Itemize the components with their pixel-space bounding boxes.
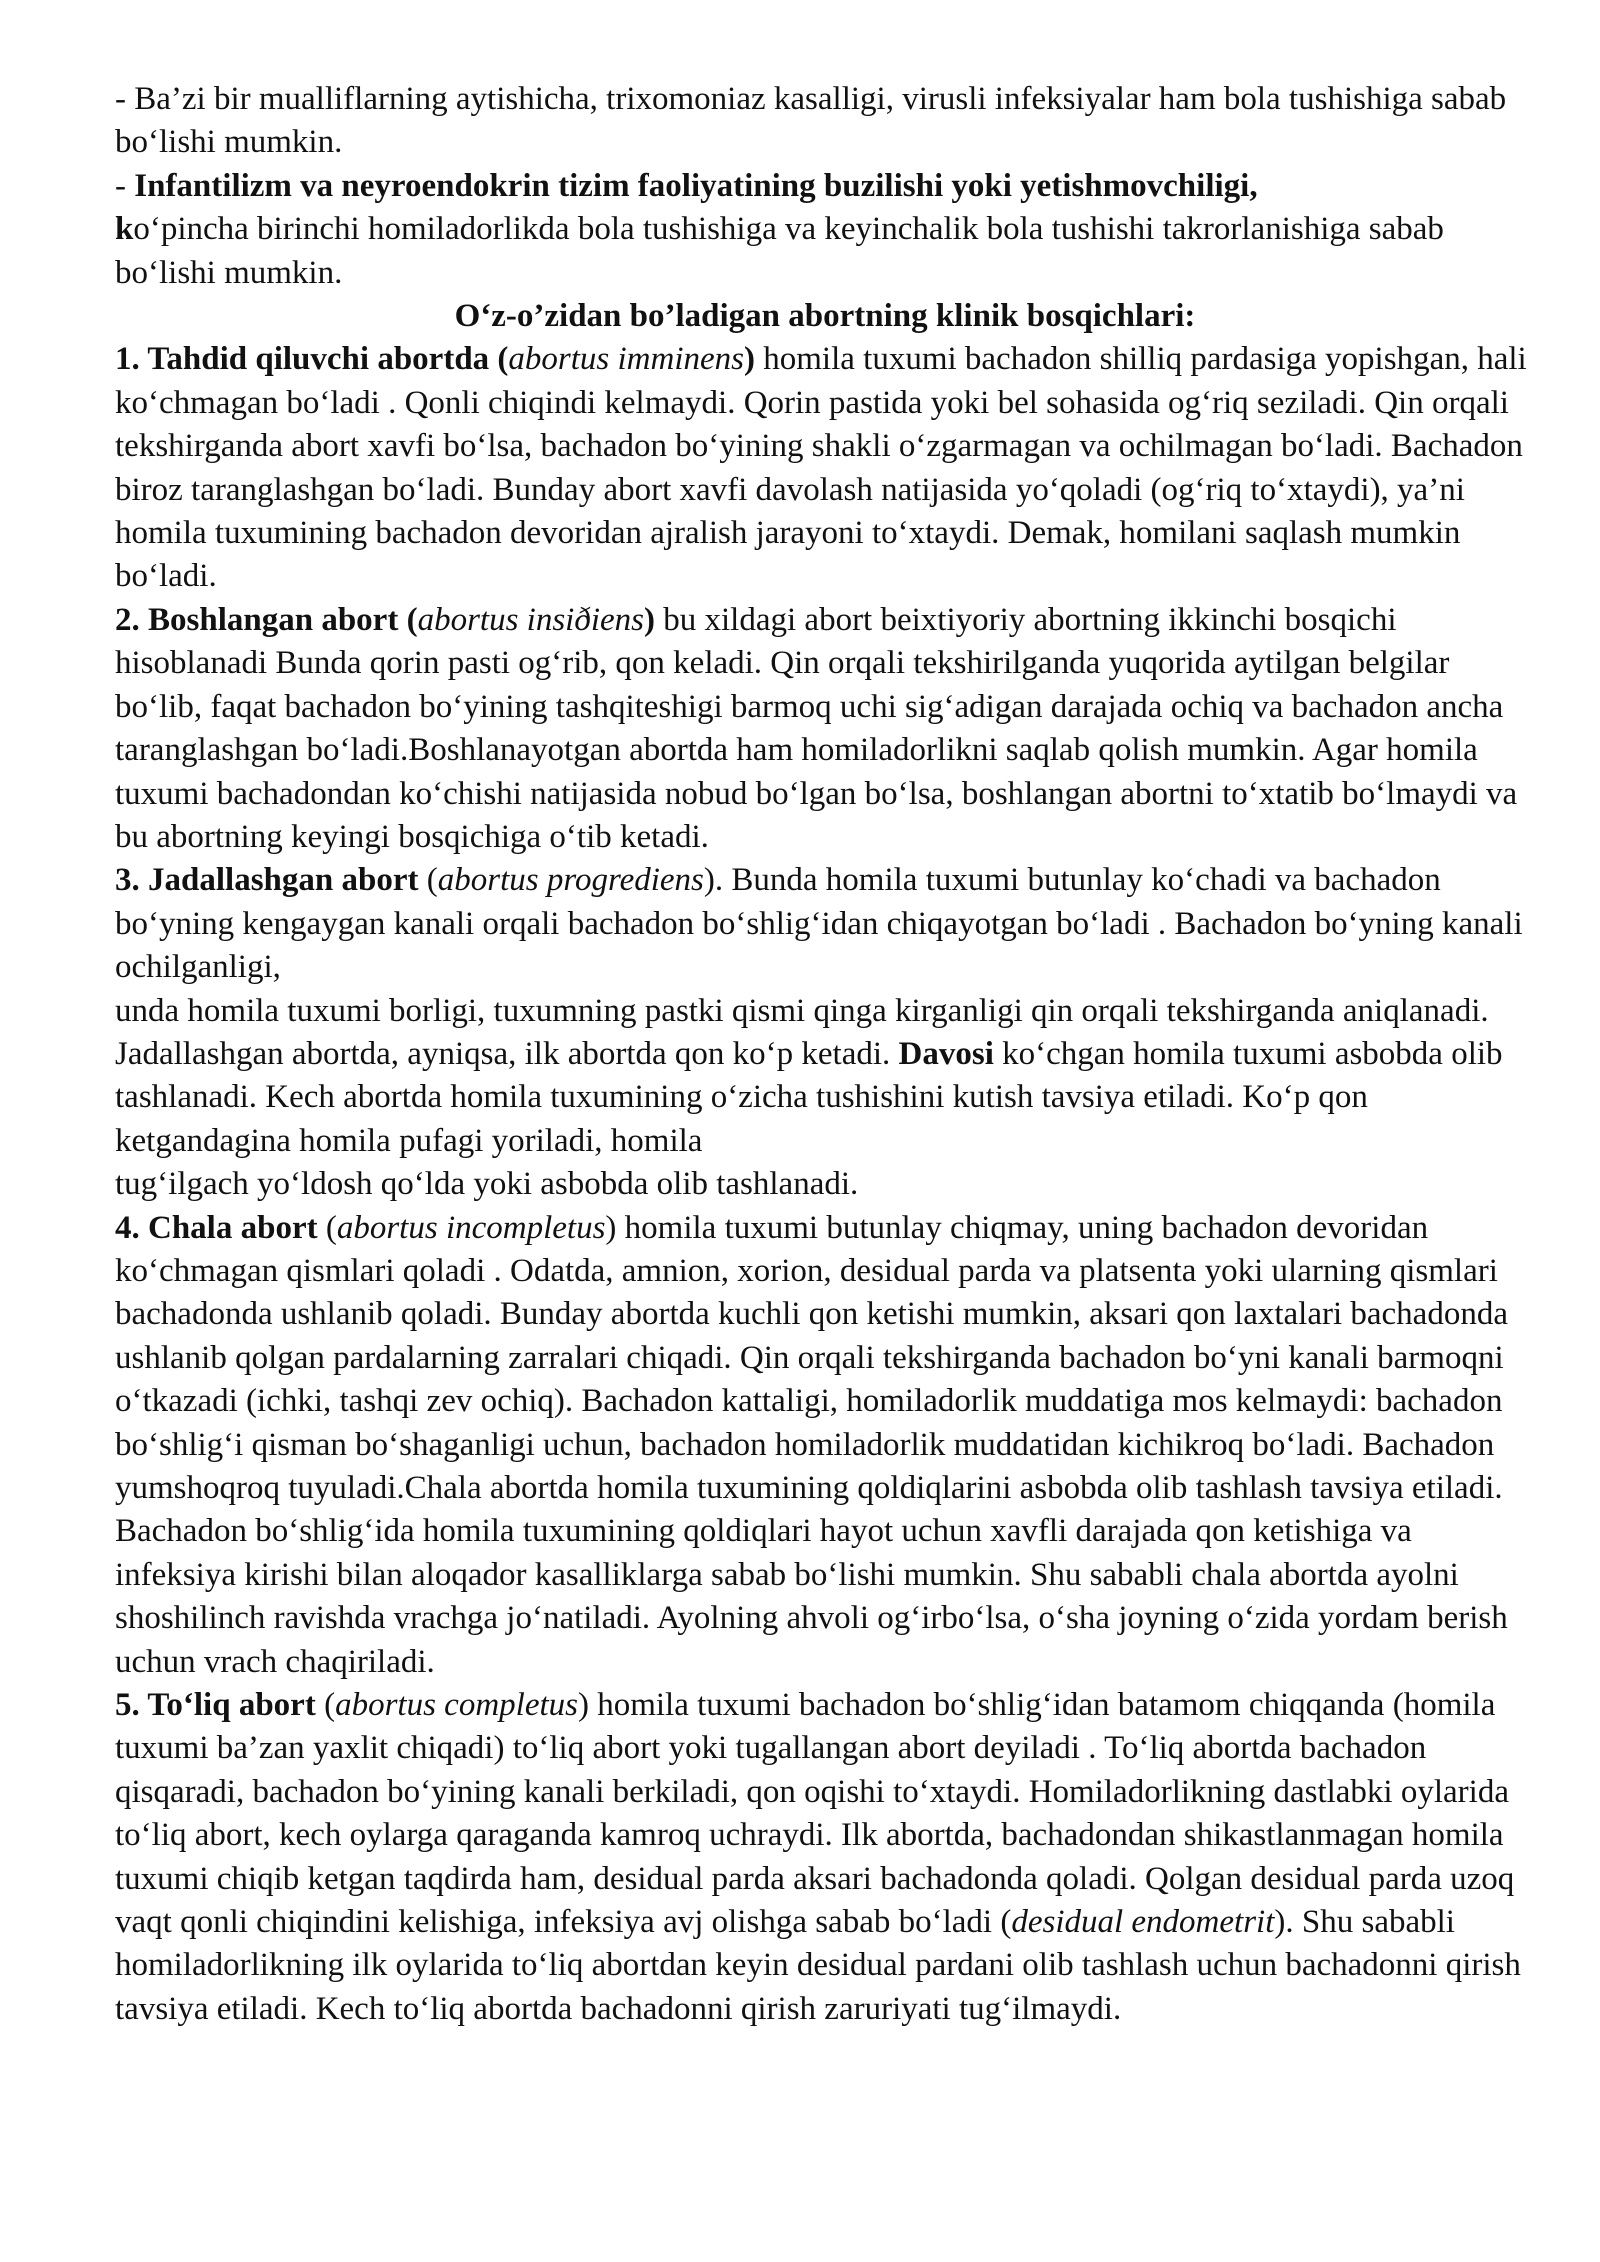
paragraph-trichomoniasis <box>115 78 1535 165</box>
stage-text: ) homila tuxumi butunlay chiqmay, uning bachadon devoridan ko‘chmagan qismlari qoladi . Odatda, amnion, xorion, desidual parda va platsenta yoki ularning qismlari bachadonda ushlanib qoladi. Bunday abortda kuchli qon ketishi mumkin, aksari qon laxtalari bachadonda ushlanib qolgan pardalarning zarralari chiqadi. Qin orqali tekshirganda bachadon bo‘yni kanali barmoqni o‘tkazadi (ichki, tashqi zev ochiq). Bachadon kattaligi, homiladorlik muddatiga mos kelmaydi: bachadon bo‘shlig‘i qisman bo‘shaganligi uchun, bachadon homiladorlik muddatidan kichikroq bo‘ladi. Bachadon yumshoqroq tuyuladi.Chala abortda homila tuxumining qoldiqlarini asbobda olib tashlash tavsiya etiladi. Bachadon bo‘shlig‘ida homila tuxumining qoldiqlari hayot uchun xavfli darajada qon ketishiga va infeksiya kirishi bilan aloqador kasalliklarga sabab bo‘lishi mumkin. Shu sababli chala abortda ayolni shoshilinch ravishda vrachga jo‘natiladi. Ayolning ahvoli og‘irbo‘lsa, o‘sha joyning o‘zida yordam berish uchun vrach chaqiriladi. <box>115 1209 1508 1680</box>
bold-letter: k <box>115 211 134 248</box>
section-title: O‘z-o’zidan bo’ladigan abortning klinik bosqichlari: <box>454 298 1196 335</box>
treatment-label: Davosi <box>898 1035 994 1072</box>
stage-text: ) homila tuxumi bachadon bo‘shlig‘idan batamom chiqqanda (homila tuxumi ba’zan yaxlit chiqadi) to‘liq abort yoki tugallangan abort deyiladi . To‘liq abortda bachadon qisqaradi, bachadon bo‘yining kanali berkiladi, qon oqishi to‘xtaydi. Homiladorlikning dastlabki oylarida to‘liq abort, kech oylarga qaraganda kamroq uchraydi. Ilk abortda, bachadondan shikastlanmagan homila tuxumi chiqib ketgan taqdirda ham, desidual parda aksari bachadonda qoladi. Qolgan desidual parda uzoq vaqt qonli chiqindini kelishiga, infeksiya avj olishga sabab bo‘ladi ( <box>115 1687 1515 1941</box>
stage-4-incomplete-abortion <box>115 1207 1535 1684</box>
paragraph-text: o‘pincha birinchi homiladorlikda bola tushishiga va keyinchalik bola tushishi takrorlanishiga sabab bo‘lishi mumkin. <box>115 211 1444 291</box>
stage-text: ). Bunda homila tuxumi butunlay ko‘chadi va bachadon bo‘yning kengaygan kanali orqali bachadon bo‘shlig‘idan chiqayotgan bo‘ladi . Bachadon bo‘yning kanali ochilganligi, <box>115 862 1523 986</box>
document-page <box>115 78 1535 2031</box>
stage-text: bu xildagi abort beixtiyoriy abortning ikkinchi bosqichi hisoblanadi Bunda qorin pasti og‘rib, qon keladi. Qin orqali tekshirilganda yuqorida aytilgan belgilar bo‘lib, faqat bachadon bo‘yining tashqiteshigi barmoq uchi sig‘adigan darajada ochiq va bachadon ancha taranglashgan bo‘ladi.Boshlanayotgan abortda ham homiladorlikni saqlab qolish mumkin. Agar homila tuxumi bachadondan ko‘chishi natijasida nobud bo‘lgan bo‘lsa, boshlangan abortni to‘xtatib bo‘lmaydi va bu abortning keyingi bosqichiga o‘tib ketadi. <box>115 601 1518 855</box>
paragraph-infantilism <box>115 165 1535 295</box>
stage-heading-close: ) <box>644 601 656 638</box>
stage-text: homila tuxumi bachadon shilliq pardasiga yopishgan, hali ko‘chmagan bo‘ladi . Qonli chiqindi kelmaydi. Qorin pastida yoki bel sohasida og‘riq seziladi. Qin orqali tekshirganda abort xavfi bo‘lsa, bachadon bo‘yining shakli o‘zgarmagan va ochilmagan bo‘ladi. Bachadon biroz taranglashgan bo‘ladi. Bunday abort xavfi davolash natijasida yo‘qoladi (og‘riq to‘xtaydi), ya’ni homila tuxumining bachadon devoridan ajralish jarayoni to‘xtaydi. Demak, homilani saqlash mumkin bo‘ladi. <box>115 341 1527 595</box>
stage-heading: 5. To‘liq abort <box>115 1687 316 1724</box>
stage-text-continued: unda homila tuxumi borligi, tuxumning pastki qismi qinga kirganligi qin orqali tekshirganda aniqlanadi. Jadallashgan abortda, ayniqsa, ilk abortda qon ko‘p ketadi. <box>115 992 1489 1072</box>
stage-heading: 1. Tahdid qiluvchi abortda ( <box>115 341 509 378</box>
latin-term: abortus incompletus <box>336 1209 606 1246</box>
paren-open: ( <box>315 1687 336 1724</box>
stage-heading: 3. Jadallashgan abort <box>115 862 419 899</box>
paren-open: ( <box>317 1209 337 1246</box>
stage-5-complete-abortion <box>115 1684 1535 2031</box>
bold-heading: Infantilizm va neyroendokrin tizim faoliyatining buzilishi yoki yetishmovchiligi, <box>134 167 1258 204</box>
stage-2-incipient-abortion <box>115 599 1535 859</box>
stage-text-end: tug‘ilgach yo‘ldosh qo‘lda yoki asbobda olib tashlanadi. <box>115 1166 859 1203</box>
paren-open: ( <box>418 862 438 899</box>
stage-text-treatment: ko‘chgan homila tuxumi asbobda olib tashlanadi. Kech abortda homila tuxumining o‘zicha tushishini kutish tavsiya etiladi. Ko‘p qon ketgandagina homila pufagi yoriladi, homila <box>115 1035 1503 1159</box>
stage-heading: 4. Chala abort <box>115 1209 318 1246</box>
stage-3-progressing-abortion <box>115 859 1535 1206</box>
latin-term: abortus completus <box>335 1687 578 1724</box>
stage-heading-close: ) <box>744 341 755 378</box>
stage-text-end: ). Shu sababli homiladorlikning ilk oylarida to‘liq abortdan keyin desidual pardani olib tashlash uchun bachadonni qirish tavsiya etiladi. Kech to‘liq abortda bachadonni qirish zaruriyati tug‘ilmaydi. <box>115 1904 1521 2027</box>
stage-heading: 2. Boshlangan abort ( <box>115 601 418 638</box>
stage-1-threatened-abortion <box>115 338 1535 598</box>
latin-term: abortus progrediens <box>437 862 704 899</box>
latin-term-endometritis: desidual endometrit <box>1011 1904 1275 1941</box>
latin-term: abortus imminens <box>508 341 744 378</box>
dash: - <box>115 167 135 204</box>
paragraph-text: - Ba’zi bir mualliflarning aytishicha, trixomoniaz kasalligi, virusli infeksiyalar ham bola tushishiga sabab bo‘lishi mumkin. <box>115 81 1507 161</box>
latin-term: abortus insiðiens <box>417 601 645 638</box>
